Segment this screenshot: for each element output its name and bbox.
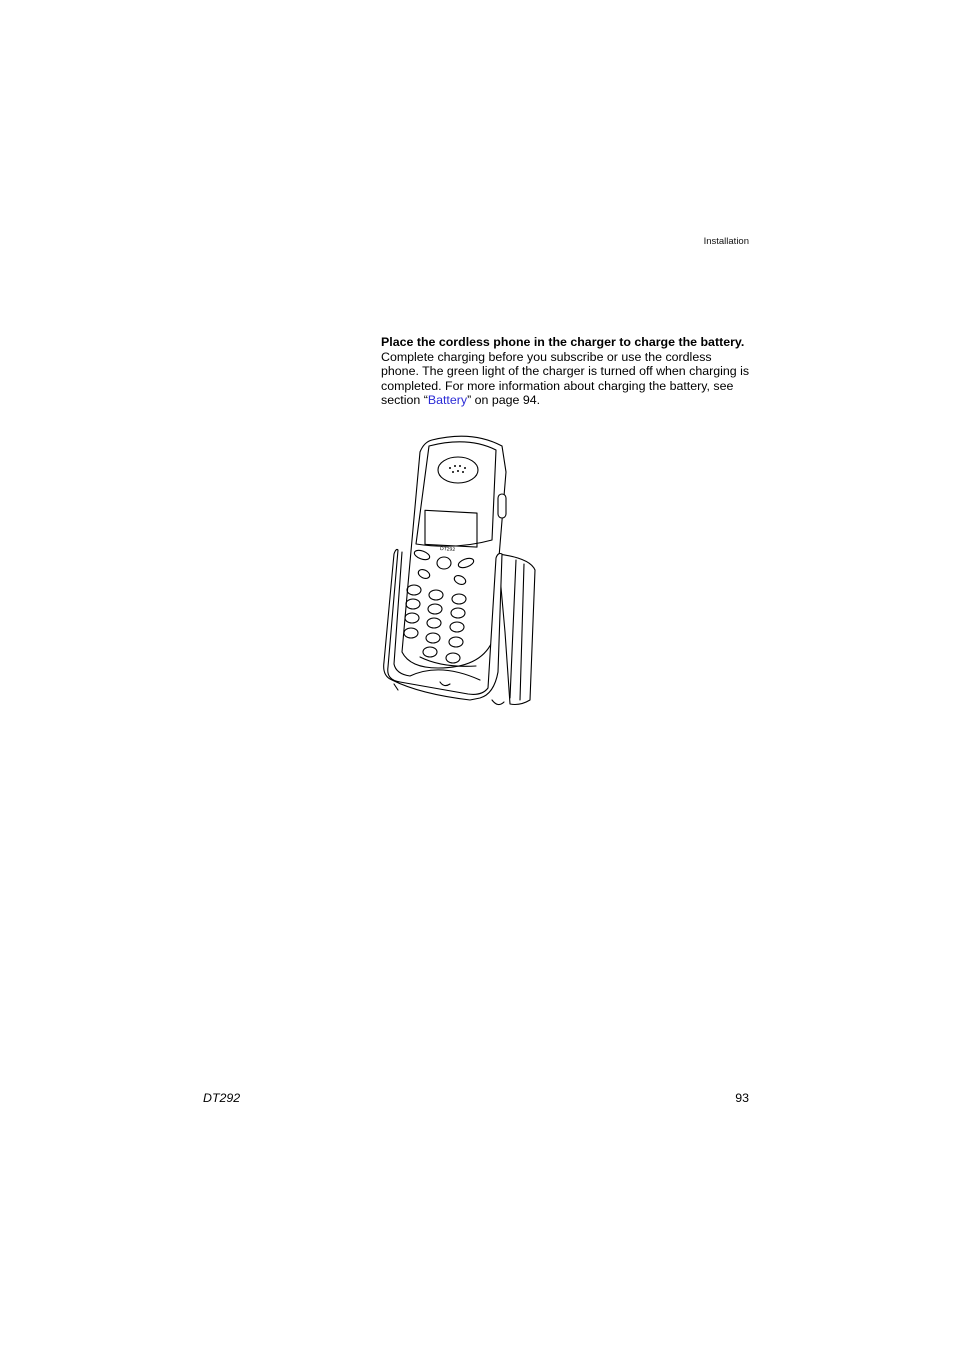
instruction-heading: Place the cordless phone in the charger to charge the battery. [381, 335, 745, 349]
body-text-end: ” on page 94. [467, 393, 541, 408]
battery-section-link[interactable]: Battery [427, 393, 468, 408]
page-number: 93 [735, 1091, 749, 1105]
charger-back [498, 554, 535, 705]
phone-in-charger-illustration [380, 432, 542, 714]
running-header: Installation [703, 236, 749, 247]
phone-model-label: DT292 [439, 546, 456, 554]
side-button [498, 494, 506, 518]
footer-product-name: DT292 [203, 1091, 241, 1105]
instruction-block [381, 335, 751, 408]
body-text-start: Complete charging before you subscribe or use the cordless phone. The green light of the charger is turned off when charging is completed. For more information about charging the battery, see section “ [381, 349, 750, 408]
instruction-body [381, 350, 751, 408]
